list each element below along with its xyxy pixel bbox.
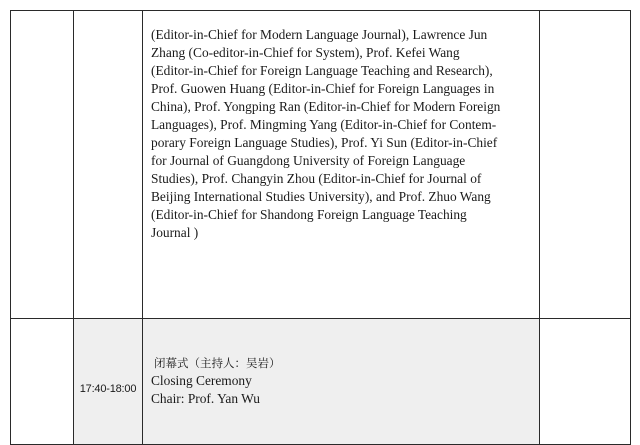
paragraph-line: (Editor-in-Chief for Modern Language Journal), Lawrence Jun [151,27,488,42]
paragraph-line: China), Prof. Yongping Ran (Editor-in-Chief for Modern Foreign [151,99,501,114]
content-cell [143,11,540,319]
right-cell [540,11,631,319]
paragraph-line: Languages), Prof. Mingming Yang (Editor-in-Chief for Contem- [151,117,497,132]
paragraph-line: (Editor-in-Chief for Foreign Language Teaching and Research), [151,63,493,78]
closing-chair: Chair: Prof. Yan Wu [151,391,260,406]
speakers-paragraph [143,11,543,242]
table-row [11,319,631,445]
closing-ceremony-block [143,319,539,408]
time-cell [74,11,143,319]
closing-title-cn: 闭幕式（主持人：吴岩） [154,356,281,370]
paragraph-line: Journal ) [151,225,199,240]
blank-cell [11,11,74,319]
paragraph-line: Zhang (Co-editor-in-Chief for System), Prof. Kefei Wang [151,45,460,60]
paragraph-line: Studies), Prof. Changyin Zhou (Editor-in-Chief for Journal of [151,171,482,186]
closing-time: 17:40-18:00 [74,319,143,445]
paragraph-line: Prof. Guowen Huang (Editor-in-Chief for Foreign Languages in [151,81,495,96]
closing-cell [143,319,540,445]
schedule-table [10,10,631,445]
paragraph-line: (Editor-in-Chief for Shandong Foreign Language Teaching [151,207,467,222]
paragraph-line: porary Foreign Language Studies), Prof. Yi Sun (Editor-in-Chief [151,135,498,150]
paragraph-line: for Journal of Guangdong University of Foreign Language [151,153,466,168]
closing-title-en: Closing Ceremony [151,373,252,388]
table-row [11,11,631,319]
blank-cell [11,319,74,445]
paragraph-line: Beijing International Studies University), and Prof. Zhuo Wang [151,189,491,204]
right-cell [540,319,631,445]
